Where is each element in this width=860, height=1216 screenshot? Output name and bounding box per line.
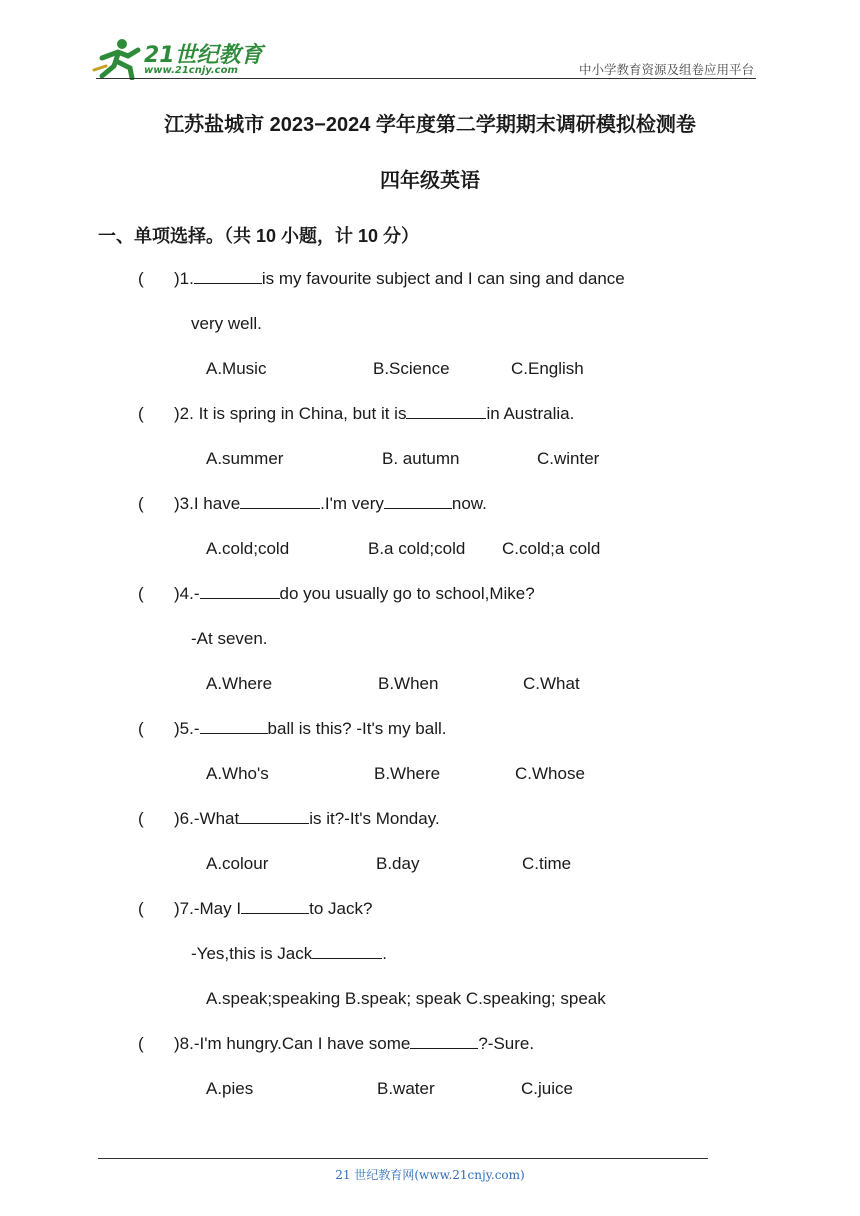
question-text: - bbox=[193, 584, 200, 603]
question-number: 6. bbox=[179, 809, 194, 828]
footer-divider bbox=[98, 1158, 708, 1159]
answer-paren-close: ) bbox=[174, 584, 180, 603]
question-number: 2. bbox=[179, 404, 194, 423]
question-text: is my favourite subject and I can sing and dance bbox=[261, 269, 625, 288]
question-1 bbox=[174, 269, 625, 289]
question-text: .I'm very bbox=[320, 494, 384, 513]
answer-blank[interactable] bbox=[239, 809, 309, 824]
option-b: B.Where bbox=[374, 764, 441, 783]
answer-blank[interactable] bbox=[241, 899, 309, 914]
question-text: -I'm hungry.Can I have some bbox=[193, 1034, 411, 1053]
answer-paren-open: ( bbox=[138, 809, 144, 828]
option-a: A.summer bbox=[206, 449, 284, 468]
question-number: 4. bbox=[179, 584, 194, 603]
answer-paren-close: ) bbox=[174, 719, 180, 738]
question-text: It is spring in China, but it is bbox=[193, 404, 407, 423]
question-text: is it?-It's Monday. bbox=[309, 809, 440, 828]
answer-blank[interactable] bbox=[406, 404, 486, 419]
answer-paren-open: ( bbox=[138, 494, 144, 513]
option-c: C.time bbox=[522, 854, 572, 873]
answer-paren-close: ) bbox=[174, 809, 180, 828]
question-text: do you usually go to school,Mike? bbox=[279, 584, 535, 603]
question-6 bbox=[174, 809, 440, 829]
question-text: -May I bbox=[193, 899, 242, 918]
question-text: in Australia. bbox=[486, 404, 575, 423]
option-b: B.water bbox=[377, 1079, 435, 1098]
answer-blank[interactable] bbox=[240, 494, 320, 509]
question-text: -Yes,this is Jack bbox=[191, 944, 313, 963]
runner-logo-icon bbox=[92, 36, 146, 80]
option-b: B.a cold;cold bbox=[368, 539, 466, 558]
option-c: C.juice bbox=[521, 1079, 573, 1098]
question-text: - bbox=[193, 719, 200, 738]
answer-paren-close: ) bbox=[174, 1034, 180, 1053]
footer-link[interactable]: 21 世纪教育网(www.21cnjy.com) bbox=[335, 1168, 525, 1182]
option-b: B.Science bbox=[373, 359, 450, 378]
question-text: . bbox=[382, 944, 387, 963]
answer-paren-open: ( bbox=[138, 899, 144, 918]
option-c: C.Whose bbox=[515, 764, 585, 783]
question-number: 3. bbox=[179, 494, 194, 513]
question-4-continuation: -At seven. bbox=[191, 629, 268, 648]
header-slogan: 中小学教育资源及组卷应用平台 bbox=[578, 62, 754, 77]
question-text: to Jack? bbox=[309, 899, 373, 918]
option-c: C.What bbox=[523, 674, 580, 693]
question-8 bbox=[174, 1034, 534, 1054]
site-logo bbox=[92, 36, 262, 80]
question-text: -What bbox=[193, 809, 240, 828]
option-c: C.winter bbox=[537, 449, 600, 468]
question-4 bbox=[174, 584, 535, 604]
answer-blank[interactable] bbox=[200, 719, 268, 734]
question-number: 5. bbox=[179, 719, 194, 738]
question-1-continuation: very well. bbox=[191, 314, 262, 333]
question-number: 1. bbox=[179, 269, 194, 288]
answer-paren-close: ) bbox=[174, 899, 180, 918]
logo-text: 21世纪教育 bbox=[144, 43, 263, 68]
question-text: ?-Sure. bbox=[478, 1034, 535, 1053]
page-subtitle: 四年级英语 bbox=[380, 170, 480, 192]
answer-paren-open: ( bbox=[138, 269, 144, 288]
header-divider bbox=[96, 78, 756, 79]
question-text: now. bbox=[451, 494, 487, 513]
page-title: 江苏盐城市 2023−2024 学年度第二学期期末调研模拟检测卷 bbox=[164, 114, 696, 136]
answer-paren-open: ( bbox=[138, 1034, 144, 1053]
options-line: A.speak;speaking B.speak; speak C.speaking; speak bbox=[206, 989, 606, 1008]
option-a: A.cold;cold bbox=[206, 539, 290, 558]
answer-paren-open: ( bbox=[138, 404, 144, 423]
answer-paren-close: ) bbox=[174, 494, 180, 513]
answer-blank[interactable] bbox=[200, 584, 280, 599]
option-b: B. autumn bbox=[382, 449, 460, 468]
option-a: A.Who's bbox=[206, 764, 269, 783]
option-b: B.day bbox=[376, 854, 420, 873]
question-7 bbox=[174, 899, 372, 919]
question-number: 7. bbox=[179, 899, 194, 918]
question-5 bbox=[174, 719, 447, 739]
answer-paren-open: ( bbox=[138, 584, 144, 603]
option-c: C.English bbox=[511, 359, 584, 378]
logo-url: www.21cnjy.com bbox=[144, 65, 238, 76]
question-text: I have bbox=[193, 494, 241, 513]
question-number: 8. bbox=[179, 1034, 194, 1053]
question-3 bbox=[174, 494, 487, 514]
option-b: B.When bbox=[378, 674, 439, 693]
section-heading: 一、单项选择。（共 10 小题，计 10 分） bbox=[98, 226, 420, 246]
option-a: A.colour bbox=[206, 854, 269, 873]
answer-blank[interactable] bbox=[194, 269, 262, 284]
question-7-continuation bbox=[191, 944, 387, 964]
answer-blank[interactable] bbox=[410, 1034, 478, 1049]
option-c: C.cold;a cold bbox=[502, 539, 601, 558]
option-a: A.Music bbox=[206, 359, 267, 378]
answer-paren-close: ) bbox=[174, 269, 180, 288]
answer-paren-close: ) bbox=[174, 404, 180, 423]
answer-blank[interactable] bbox=[312, 944, 382, 959]
question-2 bbox=[174, 404, 574, 424]
answer-paren-open: ( bbox=[138, 719, 144, 738]
option-a: A.pies bbox=[206, 1079, 254, 1098]
option-a: A.Where bbox=[206, 674, 273, 693]
question-text: ball is this? -It's my ball. bbox=[267, 719, 447, 738]
answer-blank[interactable] bbox=[384, 494, 452, 509]
